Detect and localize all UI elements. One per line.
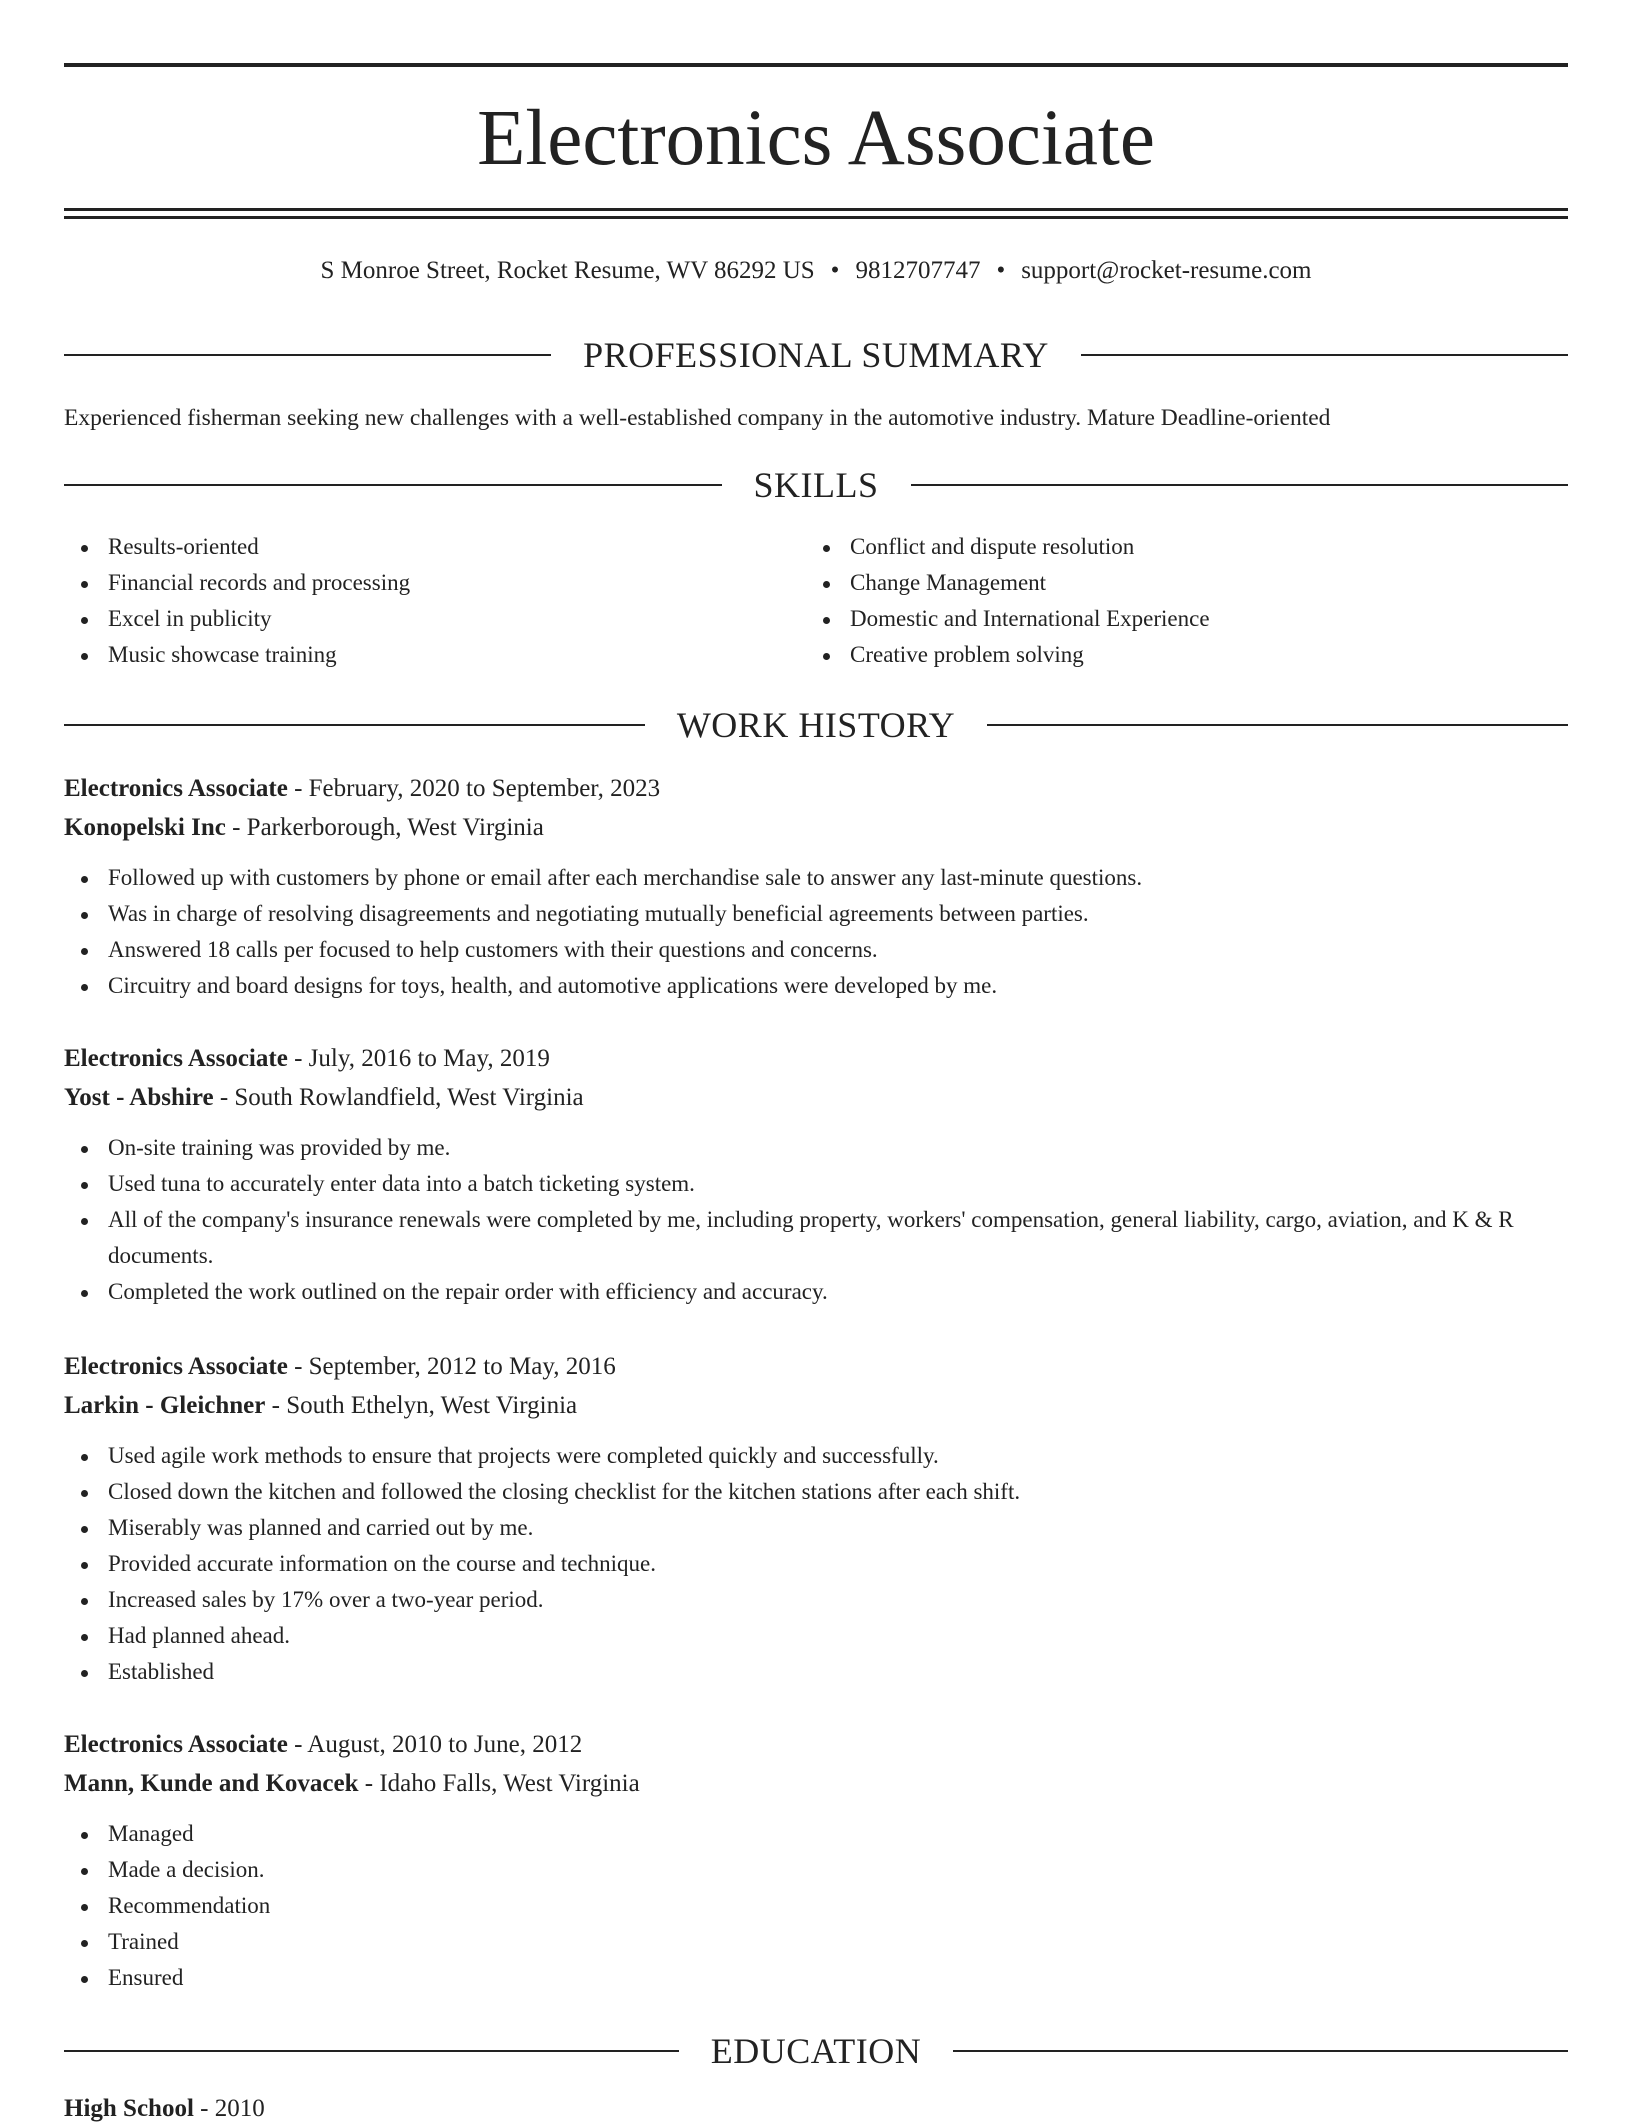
job-company: Yost - Abshire <box>64 1084 214 1111</box>
job-dates: - August, 2010 to June, 2012 <box>287 1731 583 1758</box>
job-title: Electronics Associate <box>64 1353 288 1380</box>
job-entry <box>64 1039 1568 1310</box>
skill-item: Conflict and dispute resolution <box>806 529 1506 565</box>
job-company-line <box>64 808 1568 847</box>
job-entry <box>64 769 1568 1004</box>
work-heading-text: WORK HISTORY <box>676 705 956 745</box>
job-company: Konopelski Inc <box>64 814 226 841</box>
heading-line-right <box>953 2050 1568 2052</box>
skills-list-right <box>806 529 1506 673</box>
summary-text: Experienced fisherman seeking new challenges with a well-established company in the automotive industry. Mature Deadline-oriented <box>64 405 1331 431</box>
job-bullets <box>64 1130 1568 1310</box>
job-bullet: Used agile work methods to ensure that projects were completed quickly and successfully. <box>64 1438 1568 1474</box>
contact-email: support@rocket-resume.com <box>1021 257 1312 284</box>
summary-heading-text: PROFESSIONAL SUMMARY <box>583 335 1049 375</box>
skills-heading-text: SKILLS <box>753 465 879 505</box>
job-location: - Idaho Falls, West Virginia <box>358 1770 640 1797</box>
contact-phone: 9812707747 <box>855 257 981 284</box>
heading-line-left <box>64 484 722 486</box>
job-entry <box>64 1347 1568 1690</box>
contact-separator: • <box>830 257 840 284</box>
skill-item: Financial records and processing <box>64 565 764 601</box>
skill-item: Results-oriented <box>64 529 764 565</box>
education-heading-text: EDUCATION <box>710 2031 922 2071</box>
page-title: Electronics Associate <box>477 95 1155 182</box>
skills-heading <box>64 465 1568 505</box>
job-company-line <box>64 1078 1568 1117</box>
job-bullet: Made a decision. <box>64 1852 1568 1888</box>
job-title: Electronics Associate <box>64 1731 288 1758</box>
job-title: Electronics Associate <box>64 1045 288 1072</box>
education-title: High School <box>64 2095 194 2122</box>
job-bullet: Was in charge of resolving disagreements and negotiating mutually beneficial agreements between parties. <box>64 896 1568 932</box>
top-rule <box>64 63 1568 67</box>
title-rule-upper <box>64 208 1568 211</box>
skill-item: Excel in publicity <box>64 601 764 637</box>
job-bullet: On-site training was provided by me. <box>64 1130 1568 1166</box>
job-bullet: Provided accurate information on the course and technique. <box>64 1546 1568 1582</box>
contact-line <box>64 256 1568 286</box>
job-title: Electronics Associate <box>64 775 288 802</box>
heading-line-left <box>64 724 645 726</box>
job-bullet: Closed down the kitchen and followed the closing checklist for the kitchen stations after each shift. <box>64 1474 1568 1510</box>
job-bullet: Recommendation <box>64 1888 1568 1924</box>
skill-item: Creative problem solving <box>806 637 1506 673</box>
work-heading <box>64 705 1568 745</box>
job-title-line <box>64 1347 1568 1386</box>
job-bullet: Completed the work outlined on the repair order with efficiency and accuracy. <box>64 1274 1568 1310</box>
job-bullet: Managed <box>64 1816 1568 1852</box>
job-title-line <box>64 769 1568 808</box>
job-entry <box>64 1725 1568 1996</box>
job-bullet: Answered 18 calls per focused to help customers with their questions and concerns. <box>64 932 1568 968</box>
job-location: - South Ethelyn, West Virginia <box>265 1392 578 1419</box>
job-company: Larkin - Gleichner <box>64 1392 266 1419</box>
job-title-line <box>64 1725 1568 1764</box>
job-company-line <box>64 1386 1568 1425</box>
job-location: - South Rowlandfield, West Virginia <box>213 1084 584 1111</box>
job-bullets <box>64 1438 1568 1690</box>
job-bullet: All of the company's insurance renewals were completed by me, including property, workers' compensation, general liability, cargo, aviation, and K & R documents. <box>64 1202 1568 1274</box>
job-title-line <box>64 1039 1568 1078</box>
job-dates: - February, 2020 to September, 2023 <box>287 775 661 802</box>
job-location: - Parkerborough, West Virginia <box>225 814 544 841</box>
heading-line-right <box>987 724 1568 726</box>
skills-list-left <box>64 529 764 673</box>
job-bullets <box>64 1816 1568 1996</box>
education-heading <box>64 2031 1568 2071</box>
job-dates: - July, 2016 to May, 2019 <box>287 1045 550 1072</box>
skill-item: Change Management <box>806 565 1506 601</box>
job-bullet: Established <box>64 1654 1568 1690</box>
job-bullet: Increased sales by 17% over a two-year period. <box>64 1582 1568 1618</box>
title-rule-lower <box>64 216 1568 219</box>
summary-heading <box>64 335 1568 375</box>
job-company-line <box>64 1764 1568 1803</box>
job-bullet: Ensured <box>64 1960 1568 1996</box>
heading-line-right <box>1081 354 1568 356</box>
education-year: - 2010 <box>193 2095 265 2122</box>
job-bullet: Trained <box>64 1924 1568 1960</box>
education-entry <box>64 2094 265 2124</box>
job-bullet: Circuitry and board designs for toys, health, and automotive applications were developed by me. <box>64 968 1568 1004</box>
job-dates: - September, 2012 to May, 2016 <box>287 1353 616 1380</box>
job-company: Mann, Kunde and Kovacek <box>64 1770 359 1797</box>
job-bullet: Miserably was planned and carried out by me. <box>64 1510 1568 1546</box>
job-bullet: Had planned ahead. <box>64 1618 1568 1654</box>
heading-line-left <box>64 354 551 356</box>
skill-item: Music showcase training <box>64 637 764 673</box>
job-bullet: Followed up with customers by phone or email after each merchandise sale to answer any last-minute questions. <box>64 860 1568 896</box>
heading-line-right <box>911 484 1569 486</box>
heading-line-left <box>64 2050 679 2052</box>
job-bullet: Used tuna to accurately enter data into a batch ticketing system. <box>64 1166 1568 1202</box>
skill-item: Domestic and International Experience <box>806 601 1506 637</box>
contact-separator: • <box>996 257 1006 284</box>
contact-address: S Monroe Street, Rocket Resume, WV 86292 US <box>320 257 815 284</box>
job-bullets <box>64 860 1568 1004</box>
